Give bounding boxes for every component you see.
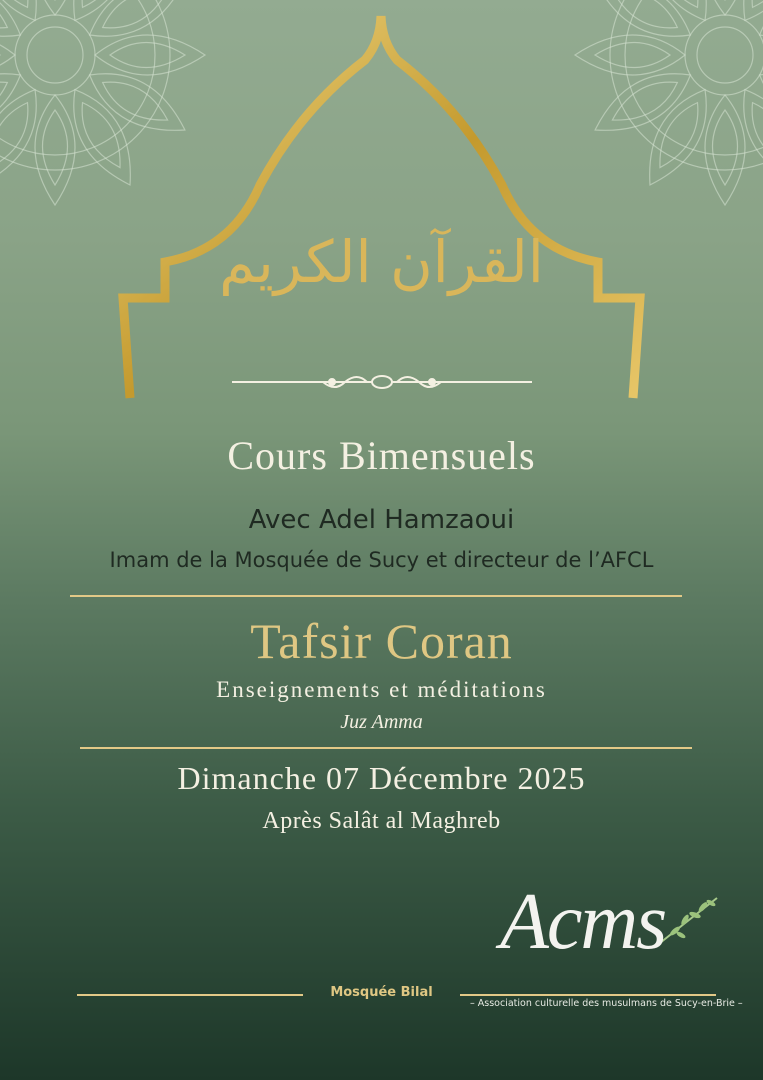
event-time: Après Salât al Maghreb [262, 808, 501, 834]
event-date: Dimanche 07 Décembre 2025 [177, 760, 586, 796]
course-detail: Juz Amma [340, 711, 423, 733]
heading: Cours Bimensuels [227, 433, 536, 478]
flourish-divider-icon [232, 370, 532, 394]
footer-line-left [77, 994, 303, 996]
logo-text: Acms [500, 878, 666, 966]
teacher-name: Avec Adel Hamzaoui [248, 505, 515, 535]
teacher-role: Imam de la Mosquée de Sucy et directeur de l’AFCL [109, 548, 654, 572]
logo-tagline: – Association culturelle des musulmans de Sucy-en-Brie – [470, 998, 743, 1009]
divider-top [70, 595, 682, 597]
location: Mosquée Bilal [330, 985, 433, 1000]
course-subtitle: Enseignements et méditations [216, 677, 547, 702]
footer-line-right [460, 994, 716, 996]
divider-middle [80, 747, 692, 749]
dome-arch-frame [0, 0, 763, 420]
course-title: Tafsir Coran [250, 613, 513, 669]
arabic-calligraphy: القرآن الكريم [219, 228, 544, 296]
